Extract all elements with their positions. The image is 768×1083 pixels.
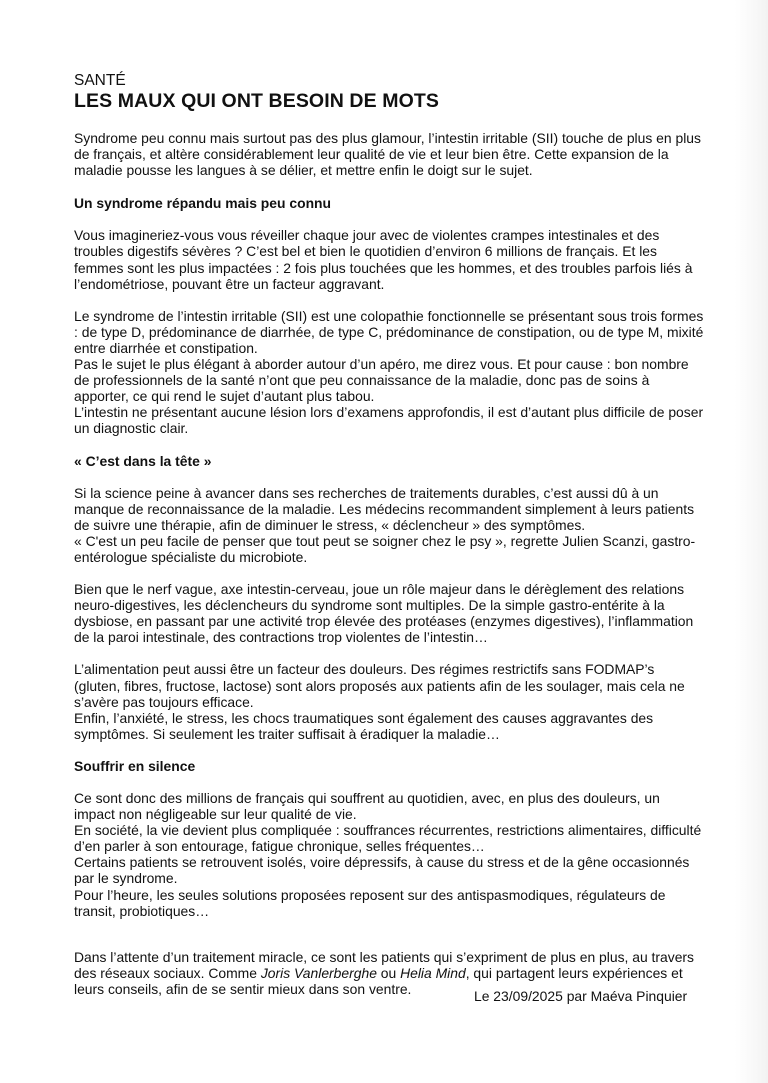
paragraph-text: Bien que le nerf vague, axe intestin-cerveau, joue un rôle majeur dans le dérèglement des relations neuro-digestives, les déclencheurs du syndrome sont multiples. De la simple gastro-entérite à la dysbiose, en passant par une activité trop élevée des protéases (enzymes digestives), l’inflammation de la paroi intestinale, des contractions trop violentes de l’intestin…	[74, 581, 694, 646]
paragraph-text: Vous imagineriez-vous vous réveiller chaque jour avec de violentes crampes intestinales et des troubles digestifs sévères ? C’est bel et bien le quotidien d’environ 6 millions de français. Et les femmes sont les plus impactées : 2 fois plus touchées que les hommes, et des troubles parfois liés à l’endométriose, pouvant être un facteur aggravant.	[74, 227, 693, 292]
paragraph-text: L’alimentation peut aussi être un facteur des douleurs. Des régimes restrictifs sans FODMAP’s (gluten, fibres, fructose, lactose) sont alors proposés aux patients afin de les soulager, mais cela ne s’avère pas toujours efficace.	[74, 661, 685, 710]
person-name: Joris Vanlerberghe	[260, 964, 377, 981]
paragraph	[74, 661, 704, 741]
paragraph-text: Pas le sujet le plus élégant à aborder autour d’un apéro, me direz vous. Et pour cause : bon nombre de professionnels de la santé n’ont que peu connaissance de la maladie, donc pas de soins à apporter, ce qui rend le sujet d’autant plus tabou.	[74, 356, 689, 405]
quote-text: « C'est un peu facile de penser que tout peut se soigner chez le psy », regrette Julien Scanzi, gastro-entérologue spécialiste du microbiote.	[74, 532, 696, 565]
paragraph	[74, 790, 704, 919]
paragraph	[74, 227, 704, 291]
closing-text: , qui partagent leurs expériences et leurs conseils, afin de se sentir mieux dans son ventre.	[74, 964, 683, 997]
paragraph	[74, 581, 704, 645]
paragraph-text: Enfin, l’anxiété, le stress, les chocs traumatiques sont également des causes aggravantes des symptômes. Si seulement les traiter suffisait à éradiquer la maladie…	[74, 709, 654, 742]
paragraph-text: En société, la vie devient plus compliquée : souffrances récurrentes, restrictions alimentaires, difficulté d’en parler à son entourage, fatigue chronique, selles fréquentes…	[74, 822, 702, 855]
section-heading: « C’est dans la tête »	[74, 452, 212, 469]
person-name: Helia Mind	[400, 964, 466, 981]
paragraph-text: Si la science peine à avancer dans ses recherches de traitements durables, c’est aussi dû à un manque de reconnaissance de la maladie. Les médecins recommandent simplement à leurs patients de suivre une thérapie, afin de diminuer le stress, « déclencheur » des symptômes.	[74, 484, 695, 533]
paragraph-text: Pour l’heure, les seules solutions proposées reposent sur des antispasmodiques, régulateurs de transit, probiotiques…	[74, 886, 666, 919]
paragraph	[74, 308, 704, 437]
article-lead: Syndrome peu connu mais surtout pas des plus glamour, l’intestin irritable (SII) touche de plus en plus de français, et altère considérablement leur qualité de vie et leur bien être. Cette expansion de la maladie pousse les langues à se délier, et mettre enfin le doigt sur le sujet.	[74, 130, 701, 179]
section-label: SANTÉ	[74, 72, 126, 89]
paragraph	[74, 485, 704, 565]
paragraph-text: Le syndrome de l’intestin irritable (SII) est une colopathie fonctionnelle se présentant sous trois formes : de type D, prédominance de diarrhée, de type C, prédominance de constipation, ou de type M, mixité entre diarrhée et constipation.	[74, 307, 704, 356]
article-title: LES MAUX QUI ONT BESOIN DE MOTS	[74, 90, 439, 112]
closing-text: Dans l’attente d’un traitement miracle, ce sont les patients qui s’expriment de plus en plus, au travers des réseaux sociaux. Comme	[74, 948, 694, 981]
closing-text: ou	[376, 964, 401, 981]
paragraph-text: L’intestin ne présentant aucune lésion lors d’examens approfondis, il est d’autant plus difficile de poser un diagnostic clair.	[74, 404, 704, 437]
paragraph-text: Certains patients se retrouvent isolés, voire dépressifs, à cause du stress et de la gêne occasionnés par le syndrome.	[74, 854, 690, 887]
article	[74, 72, 704, 1013]
byline: Le 23/09/2025 par Maéva Pinquier	[474, 988, 688, 1004]
section-heading: Souffrir en silence	[74, 757, 196, 774]
section-heading: Un syndrome répandu mais peu connu	[74, 195, 332, 212]
paragraph-text: Ce sont donc des millions de français qui souffrent au quotidien, avec, en plus des douleurs, un impact non négligeable sur leur qualité de vie.	[74, 790, 660, 823]
